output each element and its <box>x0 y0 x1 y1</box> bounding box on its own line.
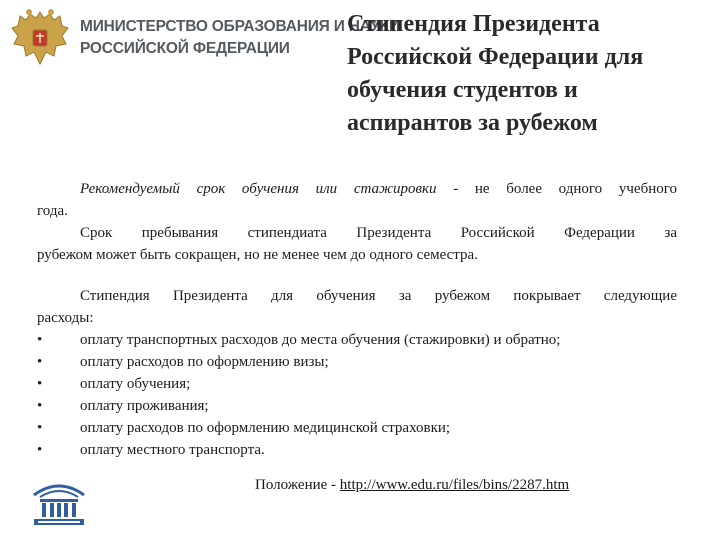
paragraph-line: Стипендия Президента для обучения за рубежом покрывает следующие <box>80 288 677 304</box>
paragraph-line: Срок пребывания стипендиата Президента Российской Федерации за <box>80 225 677 241</box>
paragraph-line: года. <box>37 203 68 219</box>
bullet-icon: • <box>37 354 43 370</box>
bullet-icon: • <box>37 332 43 348</box>
title-line-3: обучения студентов и <box>347 77 578 103</box>
title-line-1: Стипендия Президента <box>347 11 600 37</box>
italic-phrase: Рекомендуемый срок обучения или стажировки <box>80 181 437 197</box>
list-item <box>37 439 677 461</box>
ministry-line-2: РОССИЙСКОЙ ФЕДЕРАЦИИ <box>80 40 290 57</box>
list-item-text: оплату расходов по оформлению медицинской страховки; <box>80 420 451 436</box>
title-line-4: аспирантов за рубежом <box>347 110 598 136</box>
list-item <box>37 329 677 351</box>
list-item-text: оплату расходов по оформлению визы; <box>80 354 329 370</box>
list-item-text: оплату обучения; <box>80 376 191 392</box>
list-item <box>37 417 677 439</box>
list-item-text: оплату проживания; <box>80 398 209 414</box>
regulation-link[interactable]: http://www.edu.ru/files/bins/2287.htm <box>339 477 570 493</box>
bullet-icon: • <box>37 376 43 392</box>
expenses-list <box>37 329 677 461</box>
paragraph-covered-expenses <box>37 285 677 329</box>
text-fragment: - не более одного учебного <box>436 181 678 197</box>
paragraph-line: расходы: <box>37 310 94 326</box>
slide-header <box>0 0 720 150</box>
slide-body <box>37 178 677 461</box>
list-item <box>37 373 677 395</box>
paragraph-line <box>37 178 677 200</box>
slide-title <box>347 8 717 140</box>
ministry-line-1: МИНИСТЕРСТВО ОБРАЗОВАНИЯ И НАУКИ <box>80 18 400 35</box>
bullet-icon: • <box>37 442 43 458</box>
list-item <box>37 395 677 417</box>
spacer <box>37 266 677 285</box>
bullet-icon: • <box>37 398 43 414</box>
list-item-text: оплату транспортных расходов до места обучения (стажировки) и обратно; <box>80 332 561 348</box>
paragraph-study-term <box>37 178 677 222</box>
regulation-reference <box>255 474 569 496</box>
regulation-label: Положение - <box>255 477 340 493</box>
paragraph-line: рубежом может быть сокращен, но не менее чем до одного семестра. <box>37 247 478 263</box>
title-line-2: Российской Федерации для <box>347 44 644 70</box>
list-item-text: оплату местного транспорта. <box>80 442 265 458</box>
bullet-icon: • <box>37 420 43 436</box>
list-item <box>37 351 677 373</box>
university-building-logo-icon <box>26 479 92 527</box>
coat-of-arms-icon <box>10 6 70 70</box>
paragraph-stay-duration <box>37 222 677 266</box>
